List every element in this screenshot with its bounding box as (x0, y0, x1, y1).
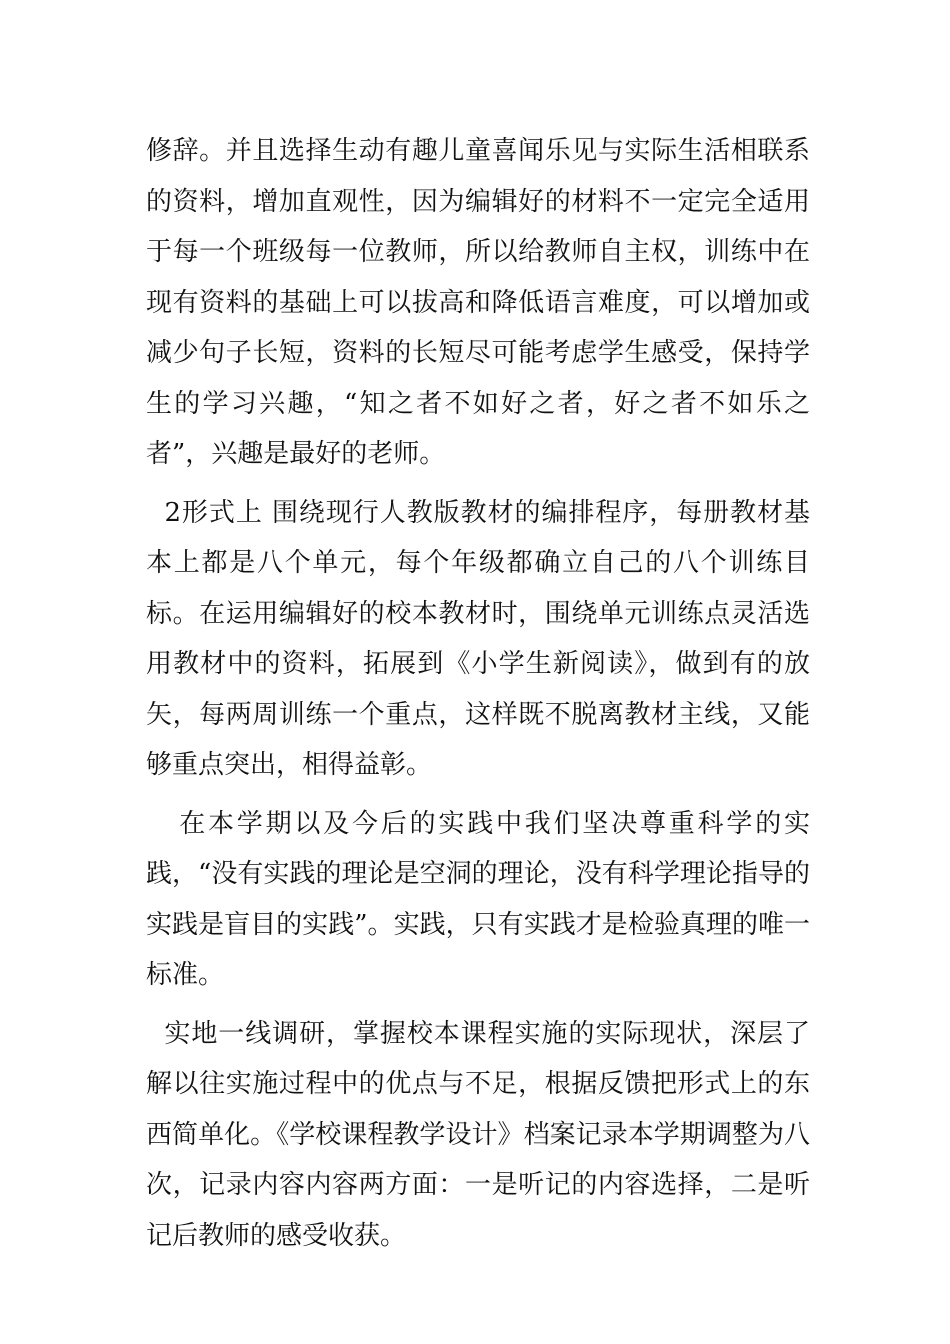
paragraph-4: 实地一线调研，掌握校本课程实施的实际现状，深层了解以往实施过程中的优点与不足，根据反馈把形式上的东西简单化。《学校课程教学设计》档案记录本学期调整为八次，记录内容内容两方面：一是听记的内容选择，二是听记后教师的感受收获。 (146, 1018, 810, 1251)
paragraph-2: 2形式上 围绕现行人教版教材的编排程序，每册教材基本上都是八个单元，每个年级都确立自己的八个训练目标。在运用编辑好的校本教材时，围绕单元训练点灵活选用教材中的资料，拓展到《小学生新阅读》，做到有的放矢，每两周训练一个重点，这样既不脱离教材主线，又能够重点突出，相得益彰。 (146, 497, 811, 780)
paragraph-1: 修辞。并且选择生动有趣儿童喜闻乐见与实际生活相联系的资料，增加直观性，因为编辑好的材料不一定完全适用于每一个班级每一位教师，所以给教师自主权，训练中在现有资料的基础上可以拔高和降低语言难度，可以增加或减少句子长短，资料的长短尽可能考虑学生感受，保持学生的学习兴趣，“知之者不如好之者，好之者不如乐之者”，兴趣是最好的老师。 (146, 136, 810, 469)
paragraph-3: 在本学期以及今后的实践中我们坚决尊重科学的实践，“没有实践的理论是空洞的理论，没有科学理论指导的实践是盲目的实践”。实践，只有实践才是检验真理的唯一标准。 (146, 808, 810, 990)
document-body (146, 126, 810, 1269)
